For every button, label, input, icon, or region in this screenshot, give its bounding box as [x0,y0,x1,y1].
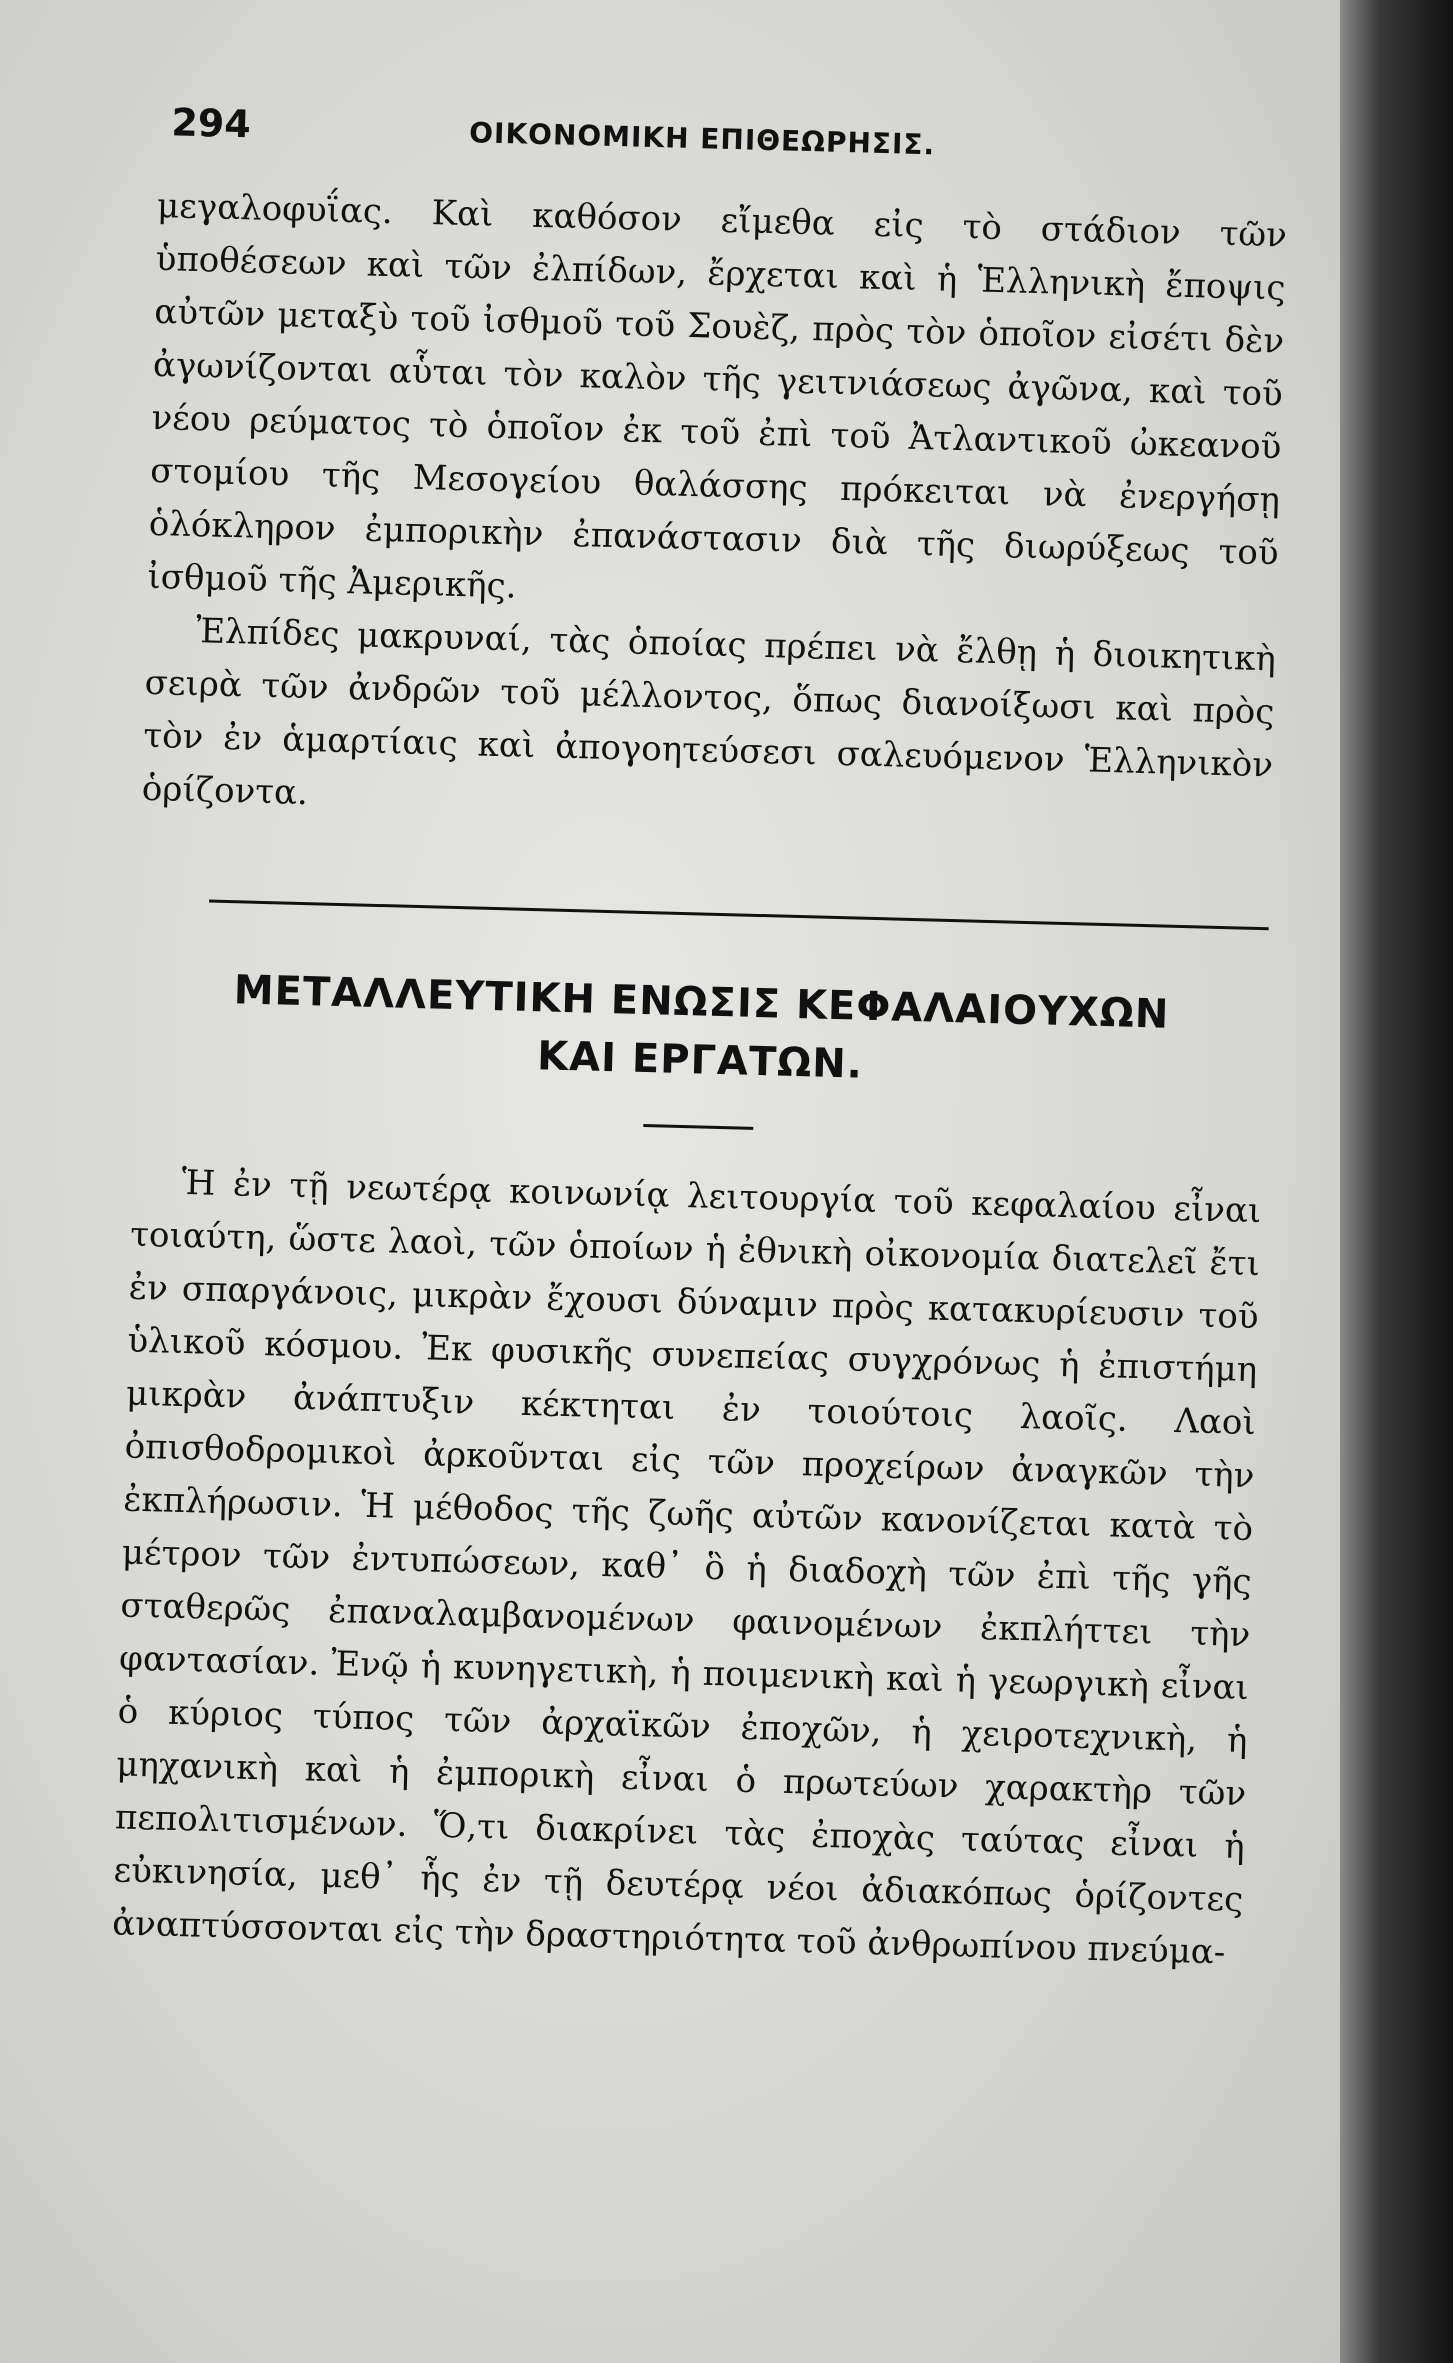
page-content [112,100,1290,1980]
page-number: 294 [170,100,252,147]
running-title: ΟΙΚΟΝΟΜΙΚΗ ΕΠΙΘΕΩΡΗΣΙΣ. [468,116,936,162]
page-edge-shadow [1340,0,1453,2363]
section-title [134,959,1267,1105]
section-title-line-2: ΚΑΙ ΕΡΓΑΤΩΝ. [536,1033,864,1088]
running-head [158,100,1289,190]
title-underline-rule [643,1124,753,1130]
section-divider-rule [209,900,1269,931]
paragraph-continued: μεγαλοφυΐας. Καὶ καθόσον εἴμεθα εἰς τὸ στάδιον τῶν ὑποθέσεων καὶ τῶν ἐλπίδων, ἔρχεται καὶ ἡ Ἑλληνικὴ ἔποψις αὐτῶν μεταξὺ τοῦ ἰσθμοῦ τοῦ Σουὲζ, πρὸς τὸν ὁποῖον εἰσέτι δὲν ἀγωνίζονται αὗται τὸν καλὸν τῆς γειτνιάσεως ἀγῶνα, καὶ τοῦ νέου ρεύματος τὸ ὁποῖον ἐκ τοῦ ἐπὶ τοῦ Ἀτλαντικοῦ ὠκεανοῦ στομίου τῆς Μεσογείου θαλάσσης πρόκειται νὰ ἐνεργήσῃ ὁλόκληρον ἐμπορικὴν ἐπανάστασιν διὰ τῆς διωρύξεως τοῦ ἰσθμοῦ τῆς Ἀμερικῆς. [146,185,1288,607]
section-title-line-1: ΜΕΤΑΛΛΕΥΤΙΚΗ ΕΝΩΣΙΣ ΚΕΦΑΛΑΙΟΥΧΩΝ [233,967,1170,1038]
paragraph-capital-function: Ἡ ἐν τῇ νεωτέρᾳ κοινωνίᾳ λειτουργία τοῦ κεφαλαίου εἶναι τοιαύτη, ὥστε λαοὶ, τῶν ὁποίων ἡ ἐθνικὴ οἰκονομία διατελεῖ ἔτι ἐν σπαργάνοις, μικρὰν ἔχουσι δύναμιν πρὸς κατακυρίευσιν τοῦ ὑλικοῦ κόσμου. Ἐκ φυσικῆς συνεπείας συγχρόνως ἡ ἐπιστήμη μικρὰν ἀνάπτυξιν κέκτηται ἐν τοιούτοις λαοῖς. Λαοὶ ὀπισθοδρομικοὶ ἀρκοῦνται εἰς τῶν προχείρων ἀναγκῶν τὴν ἐκπλήρωσιν. Ἡ μέθοδος τῆς ζωῆς αὐτῶν κανονίζεται κατὰ τὸ μέτρον τῶν ἐντυπώσεων, καθ᾽ ὃ ἡ διαδοχὴ τῶν ἐπὶ τῆς γῆς σταθερῶς ἐπαναλαμβανομένων φαινομένων ἐκπλήττει τὴν φαντασίαν. Ἐνῷ ἡ κυνηγετικὴ, ἡ ποιμενικὴ καὶ ἡ γεωργικὴ εἶναι ὁ κύριος τύπος τῶν ἀρχαϊκῶν ἐποχῶν, ἡ χειροτεχνικὴ, ἡ μηχανικὴ καὶ ἡ ἐμπορικὴ εἶναι ὁ πρωτεύων χαρακτὴρ τῶν πεπολιτισμένων. Ὅ,τι διακρίνει τὰς ἐποχὰς ταύτας εἶναι ἡ εὐκινησία, μεθ᾽ ἧς ἐν τῇ δευτέρᾳ νέοι ἀδιακόπως ὁρίζοντες ἀναπτύσσονται εἰς τὴν δραστηριότητα τοῦ ἀνθρωπίνου πνεύμα- [111,1162,1262,1973]
paragraph-hopes: Ἐλπίδες μακρυναί, τὰς ὁποίας πρέπει νὰ ἔλθῃ ἡ διοικητικὴ σειρὰ τῶν ἀνδρῶν τοῦ μέλλοντος, ὅπως διανοίξωσι καὶ πρὸς τὸν ἐν ἁμαρτίαις καὶ ἀπογοητεύσεσι σαλευόμενον Ἑλληνικὸν ὁρίζοντα. [141,611,1277,814]
